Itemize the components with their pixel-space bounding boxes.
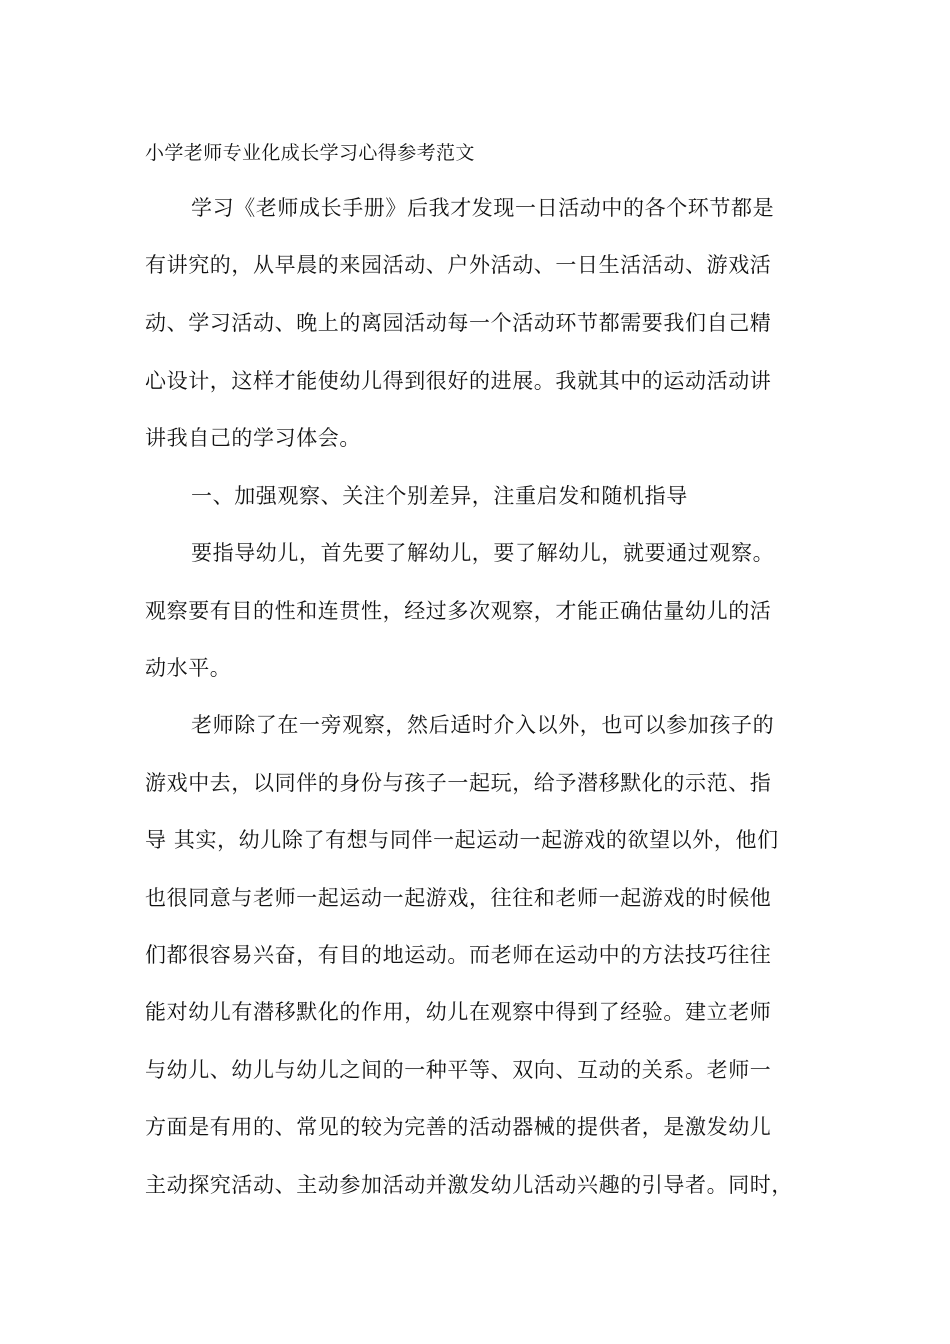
- document-title: 小学老师专业化成长学习心得参考范文: [145, 142, 475, 164]
- paragraph-line: 要指导幼儿，首先要了解幼儿，要了解幼儿，就要通过观察。: [191, 541, 775, 565]
- paragraph-line: 导 其实，幼儿除了有想与同伴一起运动一起游戏的欲望以外，他们: [145, 828, 779, 852]
- paragraph-line: 方面是有用的、常见的较为完善的活动器械的提供者，是激发幼儿: [145, 1115, 772, 1139]
- paragraph-line: 学习《老师成长手册》后我才发现一日活动中的各个环节都是: [191, 196, 775, 220]
- section-heading: 一、加强观察、关注个别差异，注重启发和随机指导: [191, 484, 688, 508]
- paragraph-line: 讲我自己的学习体会。: [145, 426, 361, 450]
- paragraph-line: 动、学习活动、晚上的离园活动每一个活动环节都需要我们自己精: [145, 311, 772, 335]
- paragraph-line: 也很同意与老师一起运动一起游戏，往往和老师一起游戏的时候他: [145, 886, 772, 910]
- paragraph-line: 能对幼儿有潜移默化的作用，幼儿在观察中得到了经验。建立老师: [145, 1000, 772, 1024]
- paragraph-line: 动水平。: [145, 656, 232, 680]
- paragraph-line: 心设计，这样才能使幼儿得到很好的进展。我就其中的运动活动讲: [145, 369, 772, 393]
- paragraph-line: 们都很容易兴奋，有目的地运动。而老师在运动中的方法技巧往往: [145, 943, 772, 967]
- paragraph-line: 老师除了在一旁观察，然后适时介入以外，也可以参加孩子的: [191, 713, 775, 737]
- paragraph-line: 与幼儿、幼儿与幼儿之间的一种平等、双向、互动的关系。老师一: [145, 1058, 772, 1082]
- paragraph-line: 游戏中去，以同伴的身份与孩子一起玩，给予潜移默化的示范、指: [145, 771, 772, 795]
- paragraph-line: 有讲究的，从早晨的来园活动、户外活动、一日生活活动、游戏活: [145, 253, 772, 277]
- paragraph-line: 观察要有目的性和连贯性，经过多次观察，才能正确估量幼儿的活: [145, 599, 772, 623]
- paragraph-line: 主动探究活动、主动参加活动并激发幼儿活动兴趣的引导者。同时，: [145, 1173, 793, 1197]
